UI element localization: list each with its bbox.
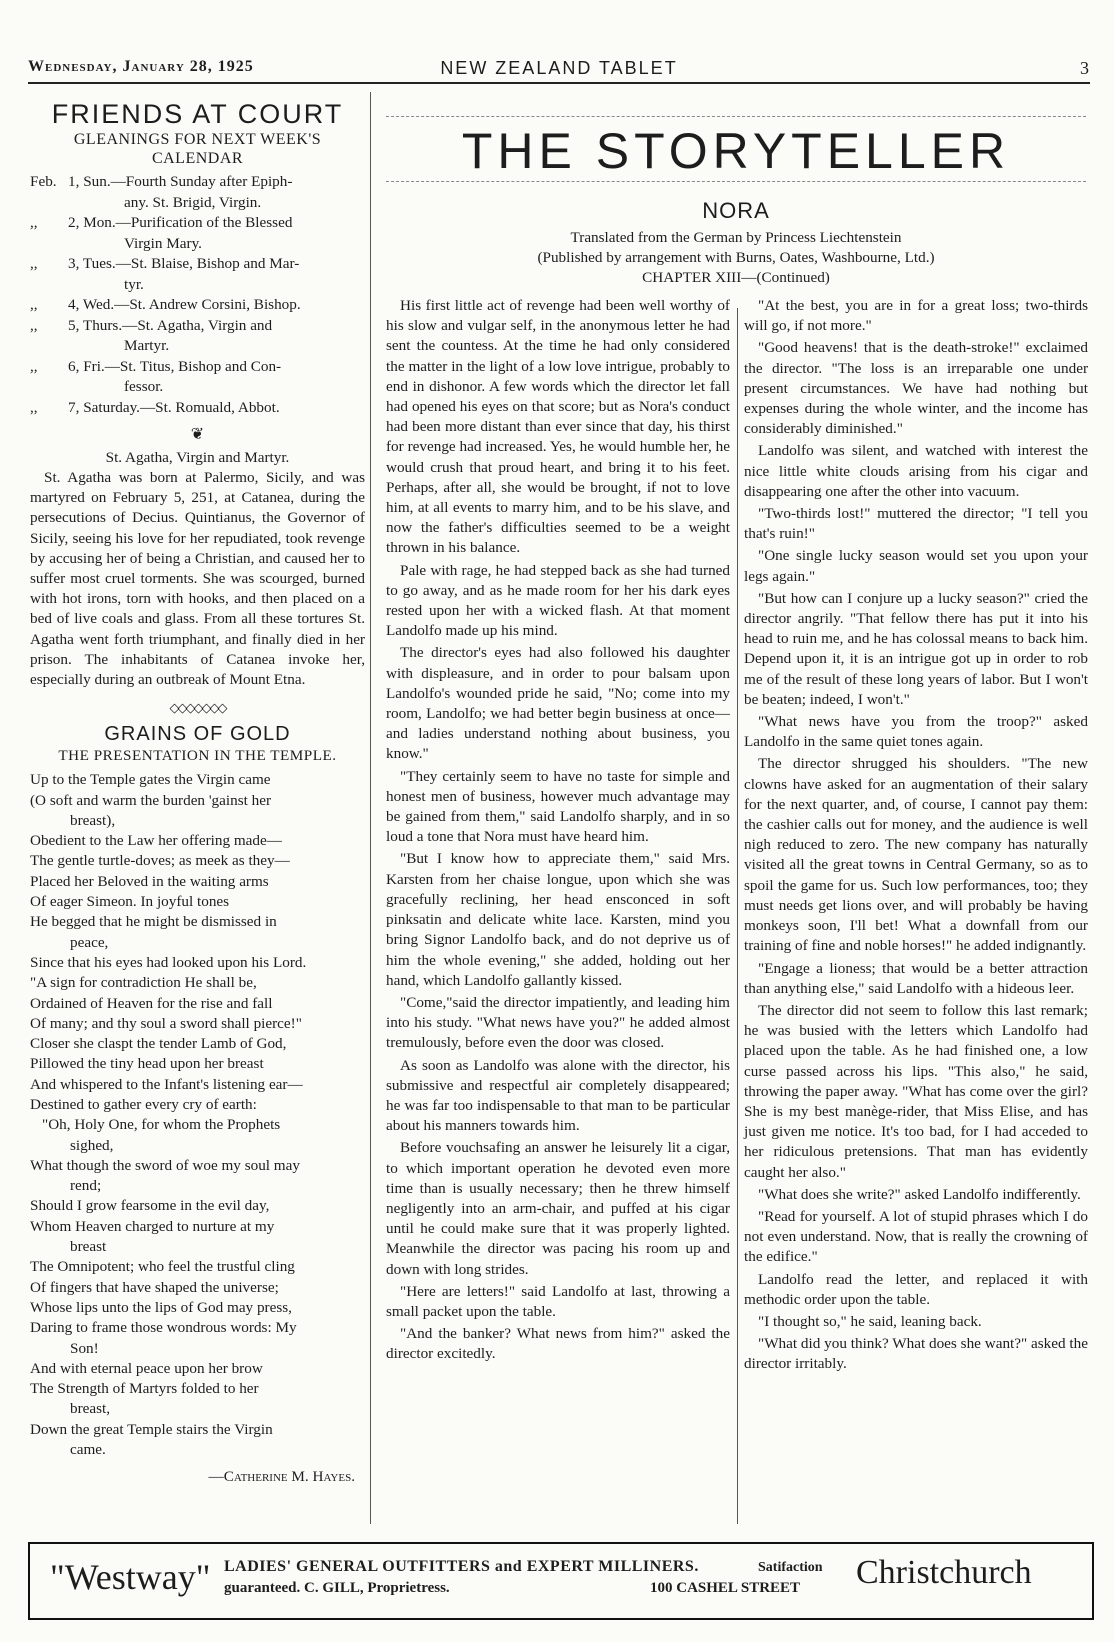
poem-line: Destined to gather every cry of earth: [30, 1095, 257, 1113]
calendar-entry [30, 172, 365, 213]
poem-line: Obedient to the Law her offering made— [30, 832, 282, 850]
poem-line: breast [70, 1238, 107, 1256]
story-paragraph: "One single lucky season would set you upon your legs again." [744, 547, 1088, 585]
story-paragraph: "Come,"said the director impatiently, and leading him into his study. "What news have you?" he added almost tremulously, before even the door was closed. [386, 993, 730, 1052]
story-paragraph: "What does she write?" asked Landolfo indifferently. [758, 1185, 1081, 1203]
ad-satisfaction: Satifaction [758, 1560, 823, 1575]
friends-subtitle: GLEANINGS FOR NEXT WEEK'S CALENDAR [73, 131, 322, 167]
story-paragraph: "But how can I conjure up a lucky season?" cried the director angrily. "That fellow there has put it into his head to ruin me, and he has colossal means to back him. Depend upon it, it is an intrigue got up in order to rob me of the result of these long years of labor. But I won't be beaten; indeed, I won't." [744, 589, 1088, 708]
ad-brand: "Westway" [50, 1557, 211, 1597]
ad-line-2: guaranteed. C. GILL, Proprietress. [224, 1580, 450, 1596]
header-rule [28, 82, 1090, 84]
calendar-line: 1, Sun.—Fourth Sunday after Epiph- [68, 173, 293, 190]
poem-line: And with eternal peace upon her brow [30, 1359, 263, 1377]
story-heading [386, 198, 1086, 288]
poem-line: The Omnipotent; who feel the trustful cling [30, 1258, 295, 1276]
poem-line: sighed, [70, 1136, 114, 1154]
story-published: (Published by arrangement with Burns, Oates, Washbourne, Ltd.) [537, 249, 935, 266]
poem-line: He begged that he might be dismissed in [30, 913, 277, 931]
calendar-month: ,, [30, 296, 38, 313]
ornament-icon: ❦ [190, 426, 205, 443]
poem-line: The gentle turtle-doves; as meek as they— [30, 852, 290, 870]
poem-line: Of many; and thy soul a sword shall pierce!" [30, 1014, 302, 1032]
calendar-line-cont: fessor. [124, 378, 164, 395]
poem-line: "A sign for contradiction He shall be, [30, 974, 257, 992]
poem-line: Whose lips unto the lips of God may press, [30, 1298, 292, 1316]
story-paragraph: As soon as Landolfo was alone with the director, his submissive and respectful air completely disappeared; he was far too indispensable to that man to be particular about his manners towards him. [386, 1056, 730, 1135]
story-paragraph: "Good heavens! that is the death-stroke!" exclaimed the director. "The loss is an irreparable one under present circumstances. We have had nothing but expenses during the whole winter, and the income has considerably diminished." [744, 339, 1088, 438]
story-column-2 [744, 296, 1088, 1377]
calendar-line-cont: Martyr. [124, 337, 170, 354]
grains-title: GRAINS OF GOLD [104, 723, 291, 746]
calendar-line: 6, Fri.—St. Titus, Bishop and Con- [68, 357, 282, 375]
calendar-month: ,, [30, 398, 38, 416]
calendar-month: ,, [30, 214, 38, 231]
poem-line: Of fingers that have shaped the universe; [30, 1278, 279, 1296]
story-paragraph: "But I know how to appreciate them," said Mrs. Karsten from her chaise longue, upon which she was gracefully reclining, her head ensconced in soft pinksatin and delicate white lace. Karsten, mind you bring Signor Landolfo back, and do not deprive us of him the whole evening," she added, holding out her hand, which Landolfo gallantly kissed. [386, 850, 730, 989]
poem [30, 770, 365, 1460]
calendar-entry [30, 254, 365, 295]
poem-line: rend; [70, 1177, 102, 1195]
story-paragraph: "What news have you from the troop?" asked Landolfo in the same quiet tones again. [744, 713, 1088, 751]
calendar-month: ,, [30, 316, 38, 334]
story-paragraph: "They certainly seem to have no taste for simple and honest men of business, however much advantage may be gained from them," said Landolfo sharply, and in so loud a tone that Nora must have heard him. [386, 767, 730, 846]
poem-line: (O soft and warm the burden 'gainst her [30, 791, 272, 809]
calendar-line: 3, Tues.—St. Blaise, Bishop and Mar- [68, 255, 300, 272]
calendar-month: ,, [30, 255, 38, 272]
story-paragraph: The director shrugged his shoulders. "The new clowns have asked for an augmentation of their salary for the next quarter, and, of course, I cannot pay them: the cashier calls out for money, and the audience is well nigh reduced to zero. The new company has naturally visited all the great towns in Central Germany, so as to spoil the game for us. Such low performances, too; they must needs get lions over, and will probably be having monkeys soon, I'll bet! What a downfall from our training of fine and noble horses!" he added indignantly. [744, 755, 1088, 955]
poem-line: Closer she claspt the tender Lamb of God, [30, 1035, 287, 1053]
calendar-line: 7, Saturday.—St. Romuald, Abbot. [68, 398, 280, 416]
poem-line: breast, [70, 1400, 111, 1418]
calendar-line-cont: Virgin Mary. [124, 234, 202, 252]
story-paragraph: "I thought so," he said, leaning back. [758, 1312, 982, 1330]
calendar-line-cont: tyr. [124, 275, 144, 293]
story-paragraph: "Two-thirds lost!" muttered the director; "I tell you that's ruin!" [744, 505, 1088, 543]
calendar-entry [30, 398, 365, 419]
story-chapter: CHAPTER XIII—(Continued) [642, 269, 830, 286]
calendar-line: 2, Mon.—Purification of the Blessed [68, 214, 293, 231]
calendar-entry [30, 316, 365, 357]
story-paragraph: Pale with rage, he had stepped back as she had turned to go away, and as he made room for her his dark eyes rested upon her with a wicked flash. At that moment Landolfo made up his mind. [386, 561, 730, 640]
advertisement [28, 1542, 1094, 1620]
story-paragraph: His first little act of revenge had been well worthy of his slow and vulgar self, in the anonymous letter he had sent the countess. At the time he had only considered the matter in the light of a low love intrigue, probably to end in dishonor. A few words which the director let fall had opened his eyes on that score; but as Nora's conduct had been more distant than ever since that day, his thirst for revenge had increased. Yes, he would humble her, he would crush that proud heart, and bring it to his feet. Perhaps, after all, she would be brought, if not to love him, at all events to marry him, and to be his slave, and now the father's difficulties seemed to be a weight thrown in his balance. [386, 297, 730, 557]
story-translated: Translated from the German by Princess Liechtenstein [570, 229, 902, 246]
story-paragraph: Landolfo was silent, and watched with interest the nice little white clouds arising from his cigar and disappearing one after the other into vacuum. [744, 442, 1088, 500]
calendar-entry [30, 357, 365, 398]
calendar-entry [30, 213, 365, 254]
agatha-heading: St. Agatha, Virgin and Martyr. [105, 449, 290, 466]
calendar-list [30, 172, 365, 418]
poem-line: peace, [70, 933, 109, 951]
poem-line: Should I grow fearsome in the evil day, [30, 1197, 270, 1215]
grains-subtitle: THE PRESENTATION IN THE TEMPLE. [58, 747, 337, 765]
calendar-line: 4, Wed.—St. Andrew Corsini, Bishop. [68, 296, 301, 313]
agatha-text: St. Agatha was born at Palermo, Sicily, and was martyred on February 5, 251, at Catanea, during the persecutions of Decius. Quintianus, the Governor of Sicily, seeing his love for her repudiated, took revenge by accusing her of being a Christian, and caused her to suffer most cruel torments. She was scourged, burned with hot irons, torn with hooks, and then placed on a bed of live coals and glass. From all these tortures St. Agatha went forth triumphant, and finally died in her prison. The inhabitants of Catanea invoke her, especially during an outbreak of Mount Etna. [30, 469, 365, 689]
poem-line: breast), [70, 811, 116, 829]
column-divider [370, 92, 371, 1524]
story-paragraph: Landolfo read the letter, and replaced it with methodic order upon the table. [744, 1270, 1088, 1308]
poem-line: What though the sword of woe my soul may [30, 1156, 300, 1174]
ad-address: 100 CASHEL STREET [650, 1580, 801, 1596]
story-paragraph: Before vouchsafing an answer he leisurely lit a cigar, to which important operation he devoted even more time than is usually necessary; then he threw himself negligently into an arm-chair, and puffed at his cigar until he could make sure that it was properly lighted. Meanwhile the director was pacing his room up and down with long strides. [386, 1139, 730, 1278]
story-title: NORA [702, 198, 770, 223]
ad-city: Christchurch [856, 1554, 1032, 1591]
poem-line: came. [70, 1441, 106, 1459]
story-column-1 [386, 296, 730, 1367]
poem-line: The Strength of Martyrs folded to her [30, 1380, 259, 1398]
story-paragraph: "At the best, you are in for a great loss; two-thirds will go, if not more." [744, 297, 1088, 335]
story-paragraph: The director did not seem to follow this last remark; he was busied with the letters which Landolfo had placed upon the table. As he had finished one, a low curse passed across his lips. "This also," he said, throwing the paper away. "What has come over the girl? She is my best manège-rider, that Miss Elise, and has just given me notice. It's too bad, for I had acceded to her ridiculous pretensions. That man has evidently caught her also." [744, 1001, 1088, 1181]
issue-date: Wednesday, January 28, 1925 [28, 58, 254, 75]
calendar-month: ,, [30, 357, 38, 375]
poem-line: And whispered to the Infant's listening ear— [30, 1075, 303, 1093]
story-paragraph: "And the banker? What news from him?" asked the director excitedly. [386, 1325, 730, 1363]
page-number: 3 [1080, 58, 1090, 78]
poem-line: Placed her Beloved in the waiting arms [30, 872, 269, 890]
left-column [30, 98, 365, 1488]
story-paragraph: "Read for yourself. A lot of stupid phrases which I do not even understand. Now, that is really the crowning of the edifice." [744, 1207, 1088, 1266]
friends-title: FRIENDS AT COURT [51, 99, 344, 129]
poem-line: Ordained of Heaven for the rise and fall [30, 994, 273, 1012]
poem-line: Whom Heaven charged to nurture at my [30, 1217, 275, 1235]
storyteller-banner: THE STORYTELLER [461, 123, 1011, 179]
story-paragraph: The director's eyes had also followed his daughter with displeasure, and in order to pour balsam upon Landolfo's wounded pride he said, "No; come into my room, Landolfo; we had better begin business at once—and ladies understand nothing about business, you know." [386, 644, 730, 763]
calendar-month: Feb. [30, 173, 57, 190]
poem-line: Daring to frame those wondrous words: My [30, 1319, 297, 1337]
poem-author: —Catherine M. Hayes. [208, 1468, 355, 1486]
page-header [28, 58, 1090, 80]
poem-line: "Oh, Holy One, for whom the Prophets [42, 1116, 281, 1134]
story-paragraph: "Engage a lioness; that would be a better attraction than anything else," said Landolfo with a hideous leer. [744, 959, 1088, 997]
poem-line: Since that his eyes had looked upon his Lord. [30, 953, 307, 971]
calendar-entry [30, 295, 365, 316]
diamond-divider-icon: ◇◇◇◇◇◇◇ [169, 700, 226, 716]
poem-line: Of eager Simeon. In joyful tones [30, 893, 230, 911]
poem-line: Up to the Temple gates the Virgin came [30, 771, 271, 789]
poem-line: Pillowed the tiny head upon her breast [30, 1055, 264, 1073]
poem-line: Down the great Temple stairs the Virgin [30, 1420, 273, 1438]
poem-line: Son! [70, 1339, 99, 1357]
story-paragraph: "What did you think? What does she want?" asked the director irritably. [744, 1335, 1088, 1373]
column-divider [737, 308, 738, 1524]
ad-line-1: LADIES' GENERAL OUTFITTERS and EXPERT MILLINERS. [224, 1558, 699, 1575]
publication-title: NEW ZEALAND TABLET [440, 58, 678, 78]
story-paragraph: "Here are letters!" said Landolfo at last, throwing a small packet upon the table. [386, 1282, 730, 1320]
calendar-line-cont: any. St. Brigid, Virgin. [124, 193, 262, 211]
calendar-line: 5, Thurs.—St. Agatha, Virgin and [68, 316, 273, 334]
